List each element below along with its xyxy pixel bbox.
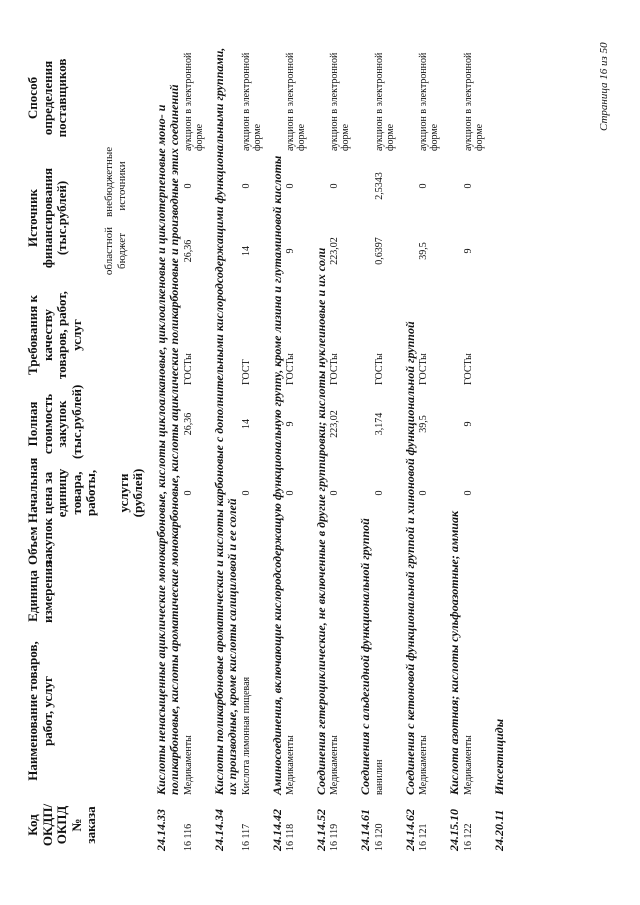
item-volume	[462, 525, 486, 567]
table-row	[328, 43, 352, 853]
item-volume	[373, 525, 397, 567]
section-row	[264, 43, 284, 853]
section-code: 24.14.62	[402, 809, 417, 851]
item-method: аукцион в электронной форме	[285, 52, 308, 151]
item-requirements: ГОСТы	[329, 353, 341, 385]
section-title: Кислота азотная; кислоты сульфоазотные; аммиак	[447, 510, 462, 795]
header-funding-regional: областной бюджет	[103, 226, 128, 276]
item-requirements: ГОСТы	[418, 353, 430, 385]
item-method: аукцион в электронной форме	[462, 52, 485, 151]
section-code: 24.14.61	[358, 809, 373, 851]
item-funding-extra: 2,5343	[373, 172, 385, 200]
item-funding-extra: 0	[329, 183, 341, 189]
item-price: 0	[285, 490, 297, 496]
table-header	[24, 43, 148, 853]
item-requirements: ГОСТы	[373, 353, 385, 385]
order-number: 16 117	[240, 823, 252, 851]
table-row	[462, 43, 486, 853]
item-total: 26,36	[182, 412, 194, 436]
item-method: аукцион в электронной форме	[182, 52, 205, 151]
item-price: 0	[240, 490, 252, 496]
item-requirements: ГОСТы	[182, 353, 194, 385]
order-number: 16 121	[418, 823, 430, 851]
header-requirements: Требования к качеству товаров, работ, услуг	[25, 291, 84, 379]
section-code: 24.14.42	[269, 809, 284, 851]
item-method: аукцион в электронной форме	[240, 52, 263, 151]
item-total: 9	[462, 421, 474, 427]
item-total: 14	[240, 419, 252, 429]
table-row	[240, 43, 264, 853]
item-volume	[417, 525, 441, 567]
section-title: Аминосоединения, включающие кислородсодержащую функциональную группу, кроме лизина и глутаминовой кислоты	[269, 155, 284, 795]
item-funding-regional: 9	[285, 248, 297, 254]
item-total: 9	[285, 421, 297, 427]
item-requirements: ГОСТ	[240, 359, 252, 385]
header-funding: Источник финансирования (тыс.рублей)	[25, 167, 70, 269]
item-price: 0	[418, 490, 430, 496]
item-unit	[373, 567, 397, 625]
table-row	[182, 43, 206, 853]
item-total: 39,5	[418, 415, 430, 433]
section-code: 24.14.33	[153, 809, 168, 851]
item-funding-regional: 223,02	[329, 237, 341, 265]
item-name: Медикаменты	[329, 735, 341, 795]
section-row	[206, 43, 240, 853]
item-unit	[328, 567, 352, 625]
order-number: 16 122	[462, 823, 474, 851]
item-volume	[284, 525, 308, 567]
item-requirements: ГОСТы	[462, 353, 474, 385]
table-row	[373, 43, 397, 853]
item-name: ванилин	[373, 759, 385, 795]
section-row	[308, 43, 328, 853]
item-price: 0	[462, 490, 474, 496]
section-row	[148, 43, 182, 853]
item-unit	[240, 567, 264, 625]
order-number: 16 118	[285, 823, 297, 851]
item-funding-regional: 9	[462, 248, 474, 254]
header-name: Наименование товаров, работ, услуг	[25, 641, 55, 781]
section-title: Соединения с альдегидной функциональной группой	[358, 518, 373, 795]
header-unit: Единица измерения	[25, 560, 55, 623]
header-volume: Объем закупок	[25, 517, 55, 565]
item-name: Кислота лимонная пищевая	[240, 676, 252, 795]
item-method: аукцион в электронной форме	[329, 52, 352, 151]
item-requirements: ГОСТы	[285, 353, 297, 385]
item-funding-regional: 0,6397	[373, 237, 385, 265]
item-funding-extra: 0	[182, 183, 194, 189]
table-row	[284, 43, 308, 853]
header-code: Код ОКДП/ ОКПД № заказа	[25, 803, 99, 847]
item-funding-regional: 14	[240, 246, 252, 256]
page-number: Страница 16 из 50	[598, 42, 610, 131]
item-total: 223,02	[329, 410, 341, 438]
header-funding-extra: внебюджетные источники	[103, 146, 128, 217]
header-price	[24, 457, 148, 525]
item-price: 0	[373, 490, 385, 496]
item-unit	[284, 567, 308, 625]
item-name: Медикаменты	[462, 735, 474, 795]
item-volume	[328, 525, 352, 567]
item-volume	[182, 525, 206, 567]
section-row	[352, 43, 372, 853]
item-name: Медикаменты	[182, 735, 194, 795]
item-funding-regional: 39,5	[418, 242, 430, 260]
section-title: Кислоты ненасыщенные ациклические монокарбоновые, кислоты циклоалкановые, циклоалкеновые и циклотерпеновые моно- и поликарбоновые, кислоты ароматические монокарбоновые, кислоты ациклические поликарбоновые и производные этих соединений	[153, 84, 182, 795]
item-funding-extra: 0	[418, 183, 430, 189]
section-code: 24.15.10	[447, 809, 462, 851]
item-price: 0	[182, 490, 194, 496]
table-row	[417, 43, 441, 853]
order-number: 16 116	[182, 823, 194, 851]
item-funding-extra: 0	[285, 183, 297, 189]
header-total: Полная стоимость закупок (тыс.рублей)	[25, 384, 84, 459]
section-title: Кислоты поликарбоновые ароматические и кислоты карбоновые с дополнительными кислородсодержащими функциональными группами, их производные, кроме кислоты салициловой и ее солей	[211, 47, 240, 795]
item-name: Медикаменты	[418, 735, 430, 795]
section-row	[397, 43, 417, 853]
header-price-label: Начальная цена за единицу товара, работы,	[25, 457, 99, 523]
order-number: 16 119	[329, 823, 341, 851]
item-unit	[182, 567, 206, 625]
section-code: 24.14.34	[211, 809, 226, 851]
section-code: 24.20.11	[491, 809, 506, 851]
header-method: Способ определения поставщиков	[25, 58, 70, 138]
item-funding-extra: 0	[240, 183, 252, 189]
table-body	[148, 43, 506, 853]
section-title: Соединения с кетоновой функциональной группой и хиноновой функциональной группой	[402, 321, 417, 795]
section-row	[441, 43, 461, 853]
item-unit	[417, 567, 441, 625]
item-funding-extra: 0	[462, 183, 474, 189]
item-funding-regional: 26,36	[182, 239, 194, 263]
order-number: 16 120	[373, 823, 385, 851]
item-volume	[240, 525, 264, 567]
item-method: аукцион в электронной форме	[418, 52, 441, 151]
item-method: аукцион в электронной форме	[373, 52, 396, 151]
item-name: Медикаменты	[285, 735, 297, 795]
section-title: Соединения гетероциклические, не включенные в другие группировки; кислоты нуклеиновые и их соли	[314, 247, 329, 795]
section-title: Инсектициды	[491, 718, 506, 795]
section-code: 24.14.52	[314, 809, 329, 851]
header-price-units: услуги (рублей)	[115, 468, 146, 518]
procurement-table	[24, 43, 506, 853]
item-unit	[462, 567, 486, 625]
item-total: 3,174	[373, 412, 385, 436]
item-price: 0	[329, 490, 341, 496]
section-row	[486, 43, 506, 853]
